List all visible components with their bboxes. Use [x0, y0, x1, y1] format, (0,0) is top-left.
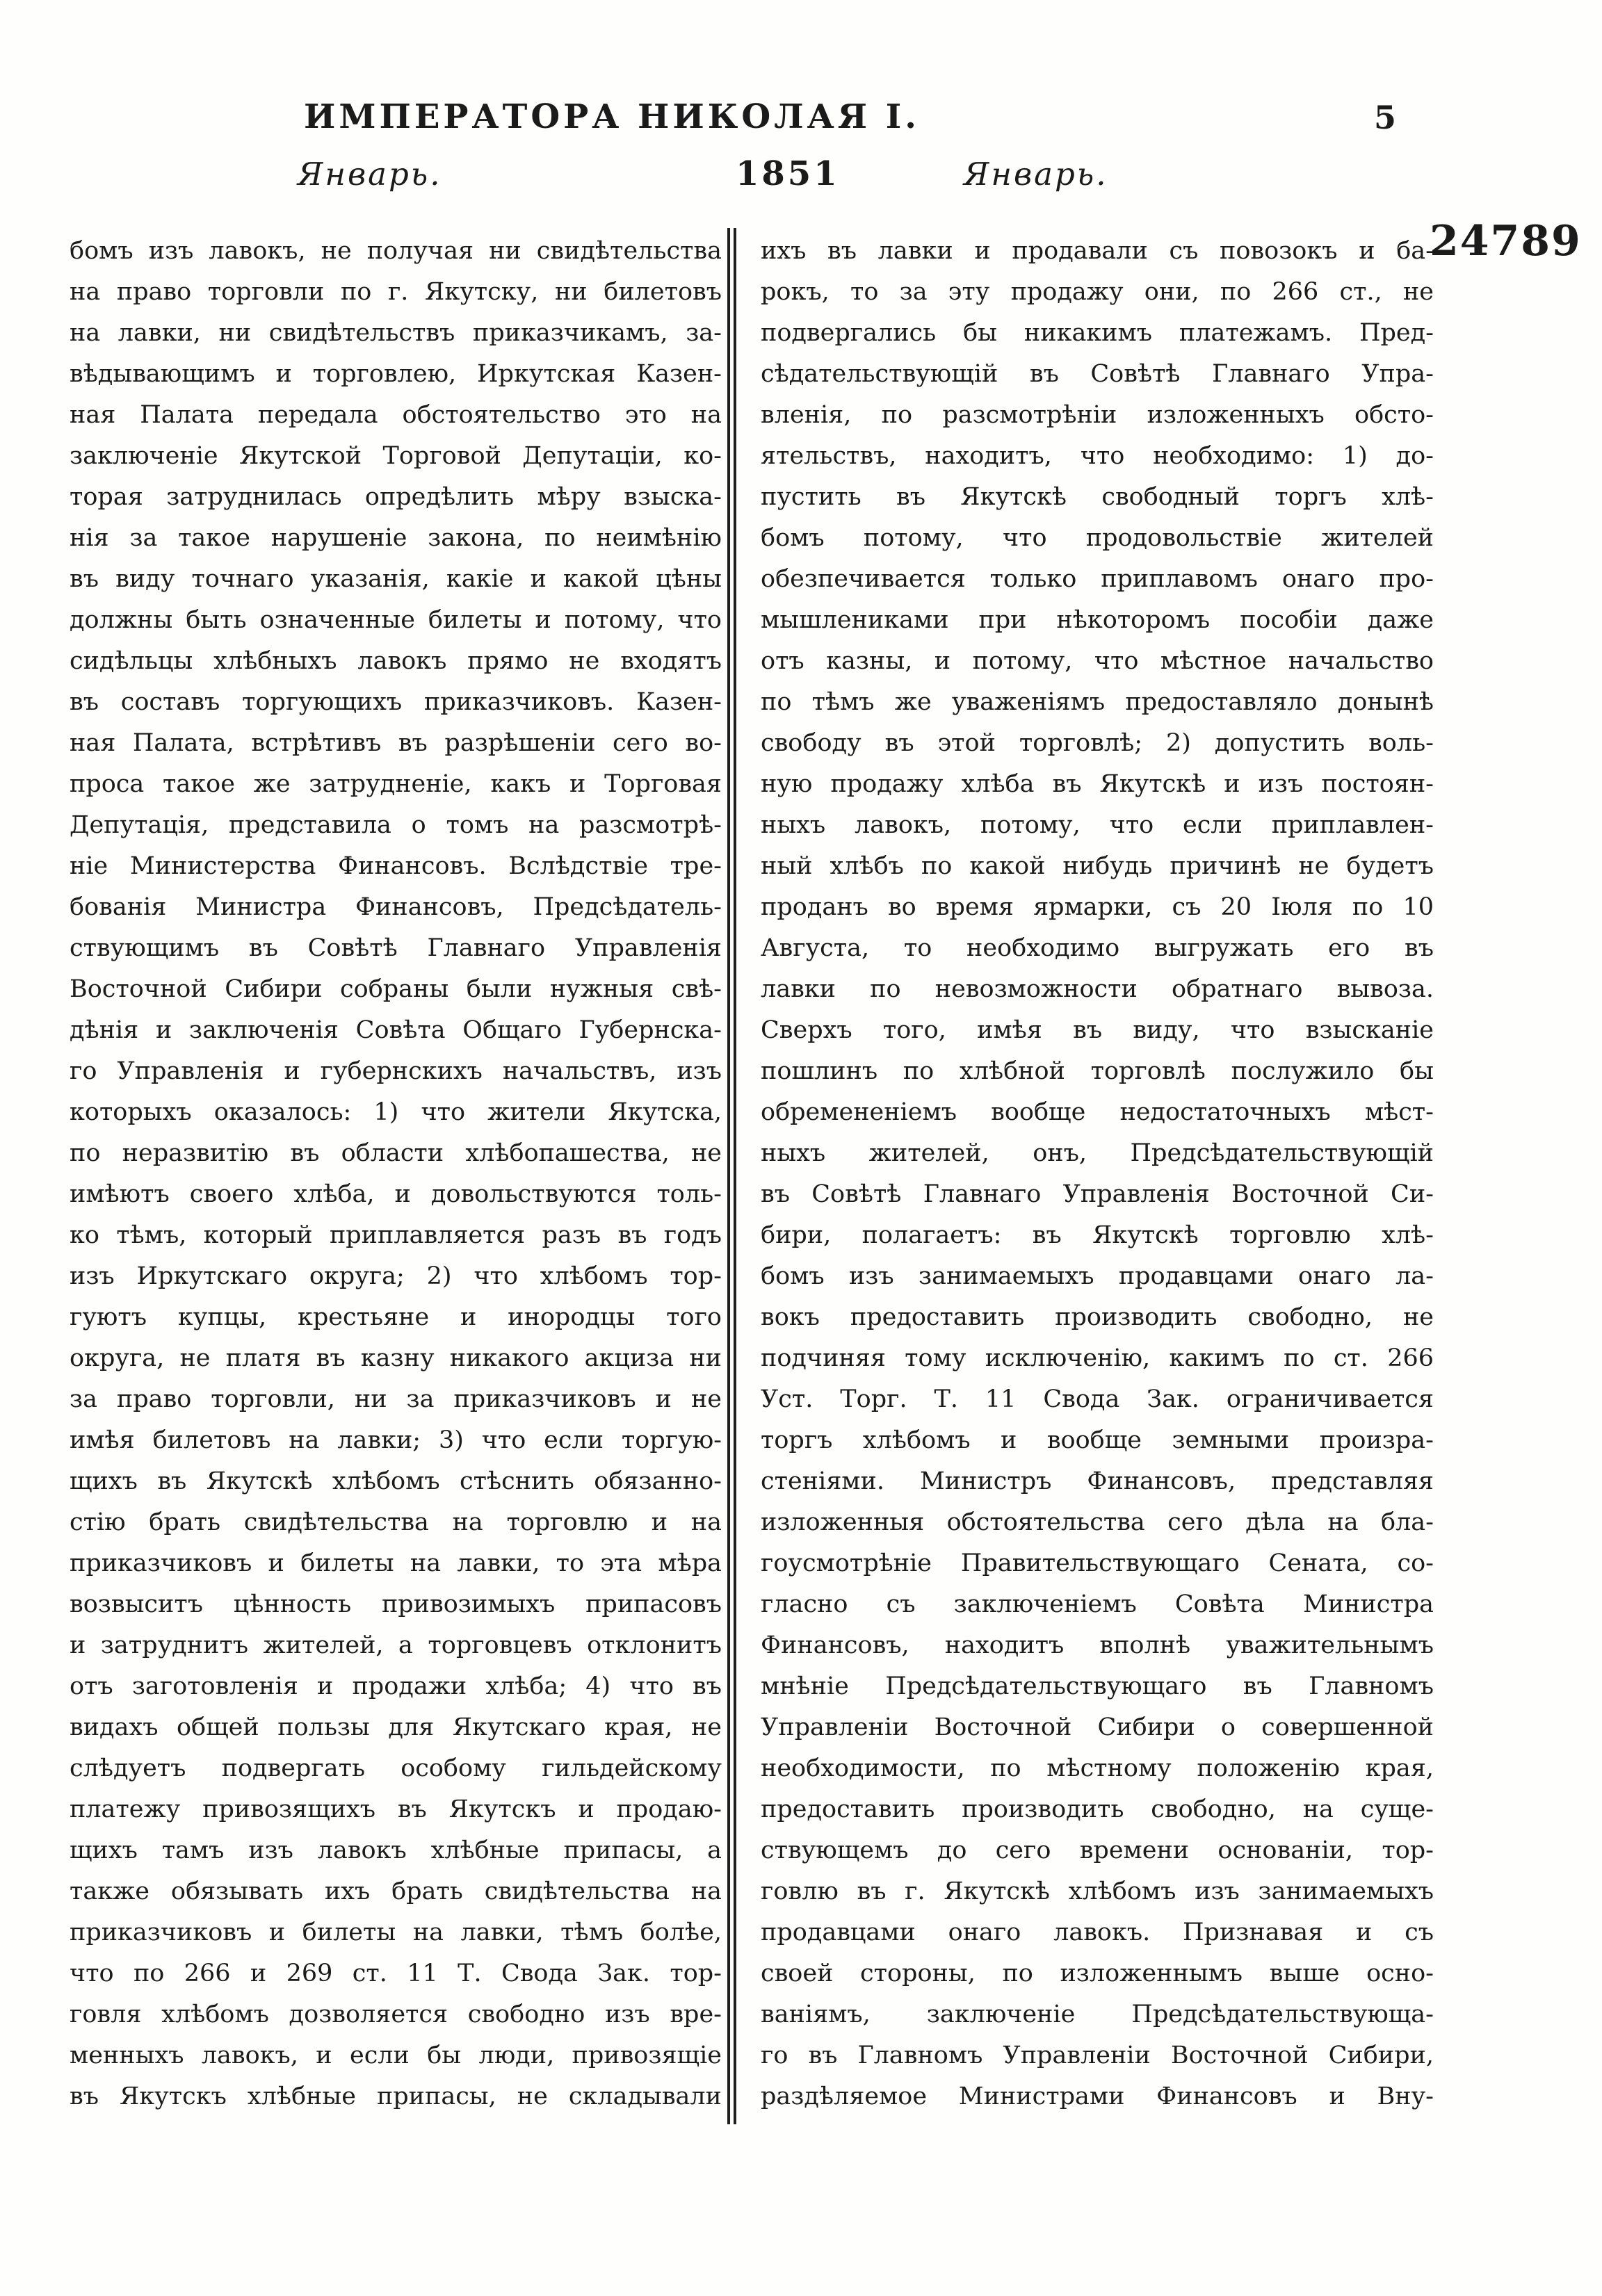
text-line: Восточной Сибири собраны были нужныя свѣ-	[70, 975, 722, 1003]
page-number: 5	[1374, 99, 1397, 136]
text-line: въ Совѣтѣ Главнаго Управленія Восточной Си-	[761, 1180, 1434, 1208]
text-line: гоусмотрѣніе Правительствующаго Сената, со-	[761, 1549, 1434, 1577]
text-line: ихъ въ лавки и продавали съ повозокъ и ба-	[761, 237, 1434, 265]
text-line: обезпечивается только приплавомъ онаго про-	[761, 565, 1434, 593]
text-line: изъ Иркутскаго округа; 2) что хлѣбомъ тор-	[70, 1262, 722, 1290]
text-line: ваніямъ, заключеніе Предсѣдательствующа-	[761, 2001, 1434, 2028]
text-line: Управленіи Восточной Сибири о совершенной	[761, 1713, 1434, 1741]
text-line: бомъ изъ занимаемыхъ продавцами онаго ла-	[761, 1262, 1434, 1290]
text-line: говлю въ г. Якутскѣ хлѣбомъ изъ занимаемыхъ	[761, 1878, 1434, 1905]
text-line: ніе Министерства Финансовъ. Вслѣдствіе тре-	[70, 852, 722, 880]
text-line: вленія, по разсмотрѣніи изложенныхъ обсто-	[761, 401, 1434, 429]
text-line: ствующимъ въ Совѣтѣ Главнаго Управленія	[70, 934, 722, 962]
month-label-right: Январь.	[964, 156, 1108, 193]
text-line: Августа, то необходимо выгружать его въ	[761, 934, 1434, 962]
text-line: Финансовъ, находитъ вполнѣ уважительнымъ	[761, 1631, 1434, 1659]
text-line: ный хлѣбъ по какой нибудь причинѣ не будетъ	[761, 852, 1434, 880]
text-line: своей стороны, по изложеннымъ выше осно-	[761, 1960, 1434, 1987]
text-line: щихъ тамъ изъ лавокъ хлѣбные припасы, а	[70, 1837, 722, 1864]
right-column	[761, 231, 1434, 2117]
text-line: стію брать свидѣтельства на торговлю и на	[70, 1508, 722, 1536]
text-line: бомъ изъ лавокъ, не получая ни свидѣтельства	[70, 237, 722, 265]
text-line: бомъ потому, что продовольствіе жителей	[761, 524, 1434, 552]
text-line: округа, не платя въ казну никакого акциза ни	[70, 1344, 722, 1372]
text-line: что по 266 и 269 ст. 11 Т. Свода Зак. тор-	[70, 1960, 722, 1987]
text-line: щихъ въ Якутскѣ хлѣбомъ стѣснить обязанно-	[70, 1467, 722, 1495]
text-line: приказчиковъ и билеты на лавки, тѣмъ болѣе,	[70, 1919, 722, 1946]
text-line: которыхъ оказалось: 1) что жители Якутска,	[70, 1098, 722, 1126]
text-line: ныхъ лавокъ, потому, что если приплавлен-	[761, 811, 1434, 839]
text-line: по неразвитію въ области хлѣбопашества, не	[70, 1139, 722, 1167]
text-line: имѣютъ своего хлѣба, и довольствуются толь-	[70, 1180, 722, 1208]
text-line: обремененіемъ вообще недостаточныхъ мѣст-	[761, 1098, 1434, 1126]
text-line: заключеніе Якутской Торговой Депутаціи, ко-	[70, 442, 722, 470]
text-line: приказчиковъ и билеты на лавки, то эта мѣра	[70, 1549, 722, 1577]
text-line: платежу привозящихъ въ Якутскъ и продаю-	[70, 1796, 722, 1823]
text-line: за право торговли, ни за приказчиковъ и не	[70, 1385, 722, 1413]
left-column	[70, 231, 722, 2117]
text-line: слѣдуетъ подвергать особому гильдейскому	[70, 1754, 722, 1782]
text-line: свободу въ этой торговлѣ; 2) допустить воль-	[761, 729, 1434, 757]
text-line: вокъ предоставить производить свободно, не	[761, 1303, 1434, 1331]
text-line: предоставить производить свободно, на суще-	[761, 1796, 1434, 1823]
year-label: 1851	[736, 154, 840, 193]
text-line: бованія Министра Финансовъ, Предсѣдатель-	[70, 893, 722, 921]
text-line: стеніями. Министръ Финансовъ, представляя	[761, 1467, 1434, 1495]
text-line: Уст. Торг. Т. 11 Свода Зак. ограничивается	[761, 1385, 1434, 1413]
month-label-left: Январь.	[298, 156, 442, 193]
text-line: торгъ хлѣбомъ и вообще земными произра-	[761, 1426, 1434, 1454]
text-line: подчиняя тому исключенію, какимъ по ст. 266	[761, 1344, 1434, 1372]
text-line: торая затруднилась опредѣлить мѣру взыска-	[70, 483, 722, 511]
text-line: бири, полагаетъ: въ Якутскѣ торговлю хлѣ-	[761, 1221, 1434, 1249]
text-line: пустить въ Якутскѣ свободный торгъ хлѣ-	[761, 483, 1434, 511]
text-line: рокъ, то за эту продажу они, по 266 ст., не	[761, 278, 1434, 306]
text-line: Депутація, представила о томъ на разсмотрѣ-	[70, 811, 722, 839]
text-line: говля хлѣбомъ дозволяется свободно изъ вре-	[70, 2001, 722, 2028]
text-line: продавцами онаго лавокъ. Признавая и съ	[761, 1919, 1434, 1946]
text-line: раздѣляемое Министрами Финансовъ и Вну-	[761, 2083, 1434, 2110]
text-line: ная Палата передала обстоятельство это на	[70, 401, 722, 429]
text-line: ствующемъ до сего времени основаніи, тор-	[761, 1837, 1434, 1864]
text-line: гласно съ заключеніемъ Совѣта Министра	[761, 1590, 1434, 1618]
text-line: въ Якутскъ хлѣбные припасы, не складывали	[70, 2083, 722, 2110]
text-line: гуютъ купцы, крестьяне и инородцы того	[70, 1303, 722, 1331]
text-line: го Управленія и губернскихъ начальствъ, изъ	[70, 1057, 722, 1085]
text-line: и затруднитъ жителей, а торговцевъ отклонитъ	[70, 1631, 722, 1659]
text-line: должны быть означенные билеты и потому, что	[70, 606, 722, 634]
text-line: также обязывать ихъ брать свидѣтельства на	[70, 1878, 722, 1905]
text-line: мышлениками при нѣкоторомъ пособіи даже	[761, 606, 1434, 634]
text-line: необходимости, по мѣстному положенію края,	[761, 1754, 1434, 1782]
text-line: на право торговли по г. Якутску, ни билетовъ	[70, 278, 722, 306]
text-line: нія за такое нарушеніе закона, по неимѣнію	[70, 524, 722, 552]
text-line: ныхъ жителей, онъ, Предсѣдательствующій	[761, 1139, 1434, 1167]
text-line: отъ заготовленія и продажи хлѣба; 4) что въ	[70, 1672, 722, 1700]
text-line: подвергались бы никакимъ платежамъ. Пред-	[761, 319, 1434, 347]
text-line: ко тѣмъ, который приплавляется разъ въ годъ	[70, 1221, 722, 1249]
text-line: Сверхъ того, имѣя въ виду, что взысканіе	[761, 1016, 1434, 1044]
text-line: по тѣмъ же уваженіямъ предоставляло донынѣ	[761, 688, 1434, 716]
text-line: вѣдывающимъ и торговлею, Иркутская Казен-	[70, 360, 722, 388]
column-divider	[727, 228, 736, 2124]
text-line: отъ казны, и потому, что мѣстное начальство	[761, 647, 1434, 675]
text-line: имѣя билетовъ на лавки; 3) что если торгую-	[70, 1426, 722, 1454]
text-line: на лавки, ни свидѣтельствъ приказчикамъ, за-	[70, 319, 722, 347]
act-number: 24789	[1430, 217, 1582, 266]
text-line: возвыситъ цѣнность привозимыхъ припасовъ	[70, 1590, 722, 1618]
text-line: ятельствъ, находитъ, что необходимо: 1) до-	[761, 442, 1434, 470]
text-line: проданъ во время ярмарки, съ 20 Іюля по 10	[761, 893, 1434, 921]
text-line: сѣдательствующій въ Совѣтѣ Главнаго Упра-	[761, 360, 1434, 388]
text-line: въ виду точнаго указанія, какіе и какой цѣны	[70, 565, 722, 593]
text-line: ную продажу хлѣба въ Якутскѣ и изъ постоян-	[761, 770, 1434, 798]
text-line: изложенныя обстоятельства сего дѣла на бла-	[761, 1508, 1434, 1536]
text-line: сидѣльцы хлѣбныхъ лавокъ прямо не входятъ	[70, 647, 722, 675]
text-line: лавки по невозможности обратнаго вывоза.	[761, 975, 1434, 1003]
text-line: въ составъ торгующихъ приказчиковъ. Казен-	[70, 688, 722, 716]
page-title: ИМПЕРАТОРА НИКОЛАЯ I.	[304, 97, 920, 136]
text-line: менныхъ лавокъ, и если бы люди, привозящіе	[70, 2042, 722, 2069]
text-line: дѣнія и заключенія Совѣта Общаго Губернска-	[70, 1016, 722, 1044]
text-line: ная Палата, встрѣтивъ въ разрѣшеніи сего во-	[70, 729, 722, 757]
text-line: го въ Главномъ Управленіи Восточной Сибири,	[761, 2042, 1434, 2069]
text-line: проса такое же затрудненіе, какъ и Торговая	[70, 770, 722, 798]
text-line: мнѣніе Предсѣдательствующаго въ Главномъ	[761, 1672, 1434, 1700]
text-line: пошлинъ по хлѣбной торговлѣ послужило бы	[761, 1057, 1434, 1085]
text-line: видахъ общей пользы для Якутскаго края, не	[70, 1713, 722, 1741]
